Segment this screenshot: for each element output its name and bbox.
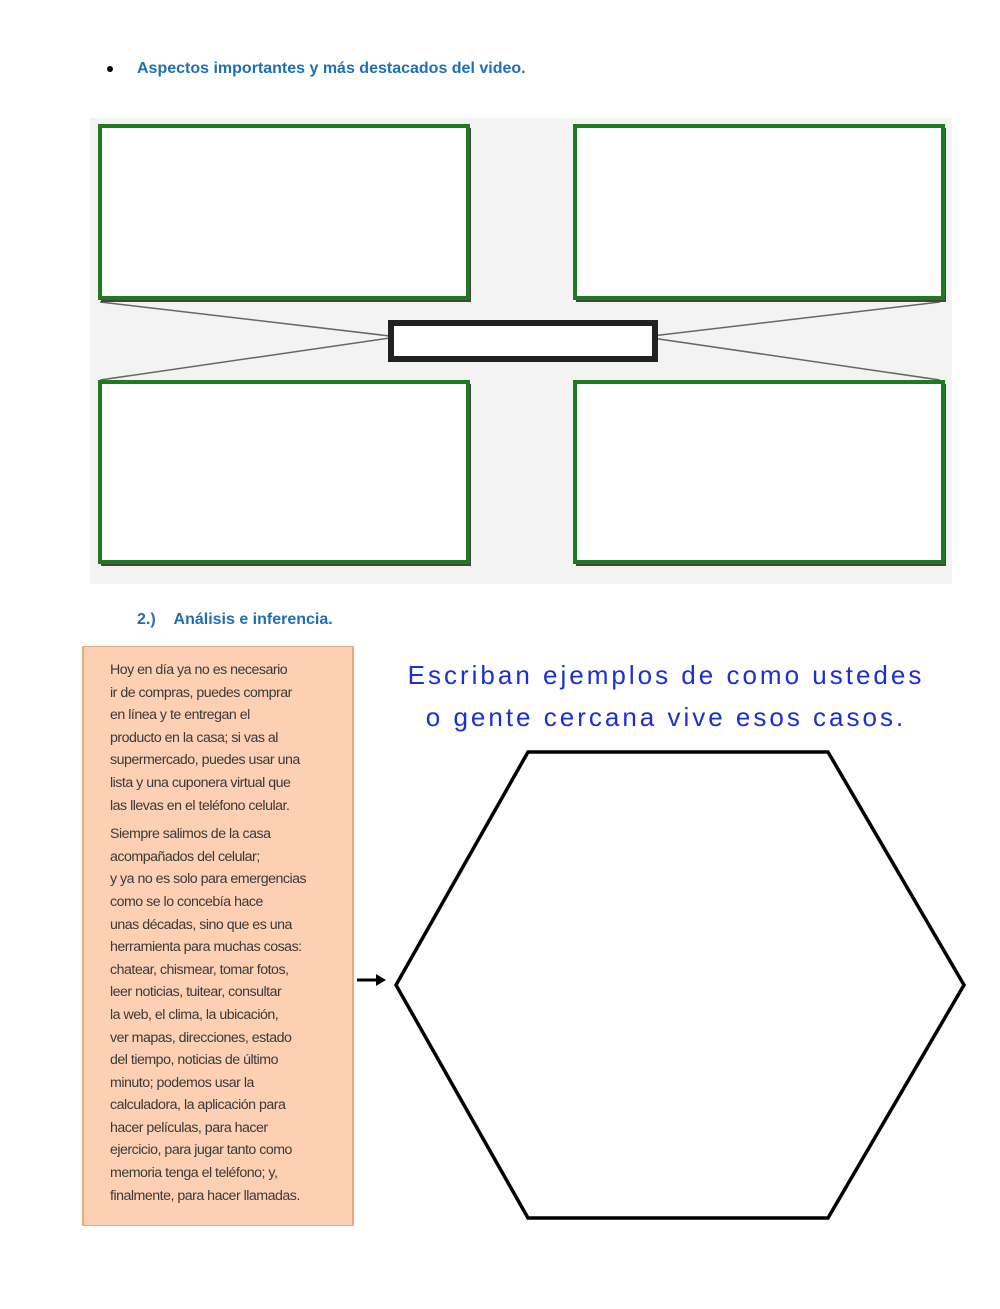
- instruction-line-2: o gente cercana vive esos casos.: [425, 702, 907, 732]
- reading-line: producto en la casa; si vas al: [110, 729, 278, 746]
- bullet-heading-text: Aspectos importantes y más destacados del video.: [137, 60, 526, 77]
- reading-line: ver mapas, direcciones, estado: [110, 1029, 292, 1046]
- reading-line: ir de compras, puedes comprar: [110, 684, 292, 701]
- answer-box-bottom-left[interactable]: [100, 382, 468, 562]
- bullet-dot-icon: [107, 66, 113, 72]
- reading-line: Siempre salimos de la casa: [110, 826, 271, 843]
- section-2-number: 2.): [137, 611, 156, 628]
- reading-line: lista y una cuponera virtual que: [110, 774, 291, 791]
- reading-line: Hoy en día ya no es necesario: [110, 662, 288, 678]
- reading-line: calculadora, la aplicación para: [110, 1097, 286, 1114]
- reading-line: leer noticias, tuitear, consultar: [110, 984, 282, 1001]
- reading-paragraph-2: [110, 823, 340, 1207]
- hexagon-shape: [396, 752, 964, 1218]
- highlights-diagram: [90, 118, 952, 584]
- reading-line: minuto; podemos usar la: [110, 1074, 254, 1091]
- reading-line: supermercado, puedes usar una: [110, 752, 300, 769]
- reading-line: ejercicio, para jugar tanto como: [110, 1142, 292, 1159]
- instruction-text: [376, 654, 956, 738]
- reading-line: del tiempo, noticias de último: [110, 1052, 278, 1069]
- reading-line: y ya no es solo para emergencias: [110, 871, 307, 888]
- reading-paragraph-1: [110, 659, 340, 817]
- hexagon-answer-area[interactable]: [350, 745, 980, 1225]
- reading-line: las llevas en el teléfono celular.: [110, 797, 290, 814]
- reading-line: memoria tenga el teléfono; y,: [110, 1165, 278, 1182]
- answer-box-top-right[interactable]: [575, 126, 943, 298]
- bullet-heading: [107, 60, 526, 78]
- reading-line: hacer películas, para hacer: [110, 1119, 268, 1136]
- reading-line: finalmente, para hacer llamadas.: [110, 1187, 300, 1204]
- answer-box-bottom-right[interactable]: [575, 382, 943, 562]
- reading-line: unas décadas, sino que es una: [110, 916, 292, 933]
- section-2-heading: [137, 611, 333, 629]
- instruction-line-1: Escriban ejemplos de como ustedes: [407, 660, 925, 690]
- reading-line: herramienta para muchas cosas:: [110, 939, 302, 956]
- reading-line: acompañados del celular;: [110, 848, 260, 865]
- connector-line-bottom-right: [652, 338, 940, 380]
- connector-line-bottom-left: [100, 338, 390, 380]
- connector-line-top-right: [652, 302, 940, 336]
- connector-line-top-left: [100, 302, 390, 336]
- reading-line: chatear, chismear, tomar fotos,: [110, 961, 289, 978]
- answer-box-top-left[interactable]: [100, 126, 468, 298]
- section-2-title: Análisis e inferencia.: [173, 611, 333, 628]
- reading-passage: [82, 646, 354, 1226]
- reading-line: la web, el clima, la ubicación,: [110, 1006, 279, 1023]
- center-box[interactable]: [391, 323, 655, 359]
- reading-line: en línea y te entregan el: [110, 707, 250, 724]
- reading-line: como se lo concebía hace: [110, 893, 263, 910]
